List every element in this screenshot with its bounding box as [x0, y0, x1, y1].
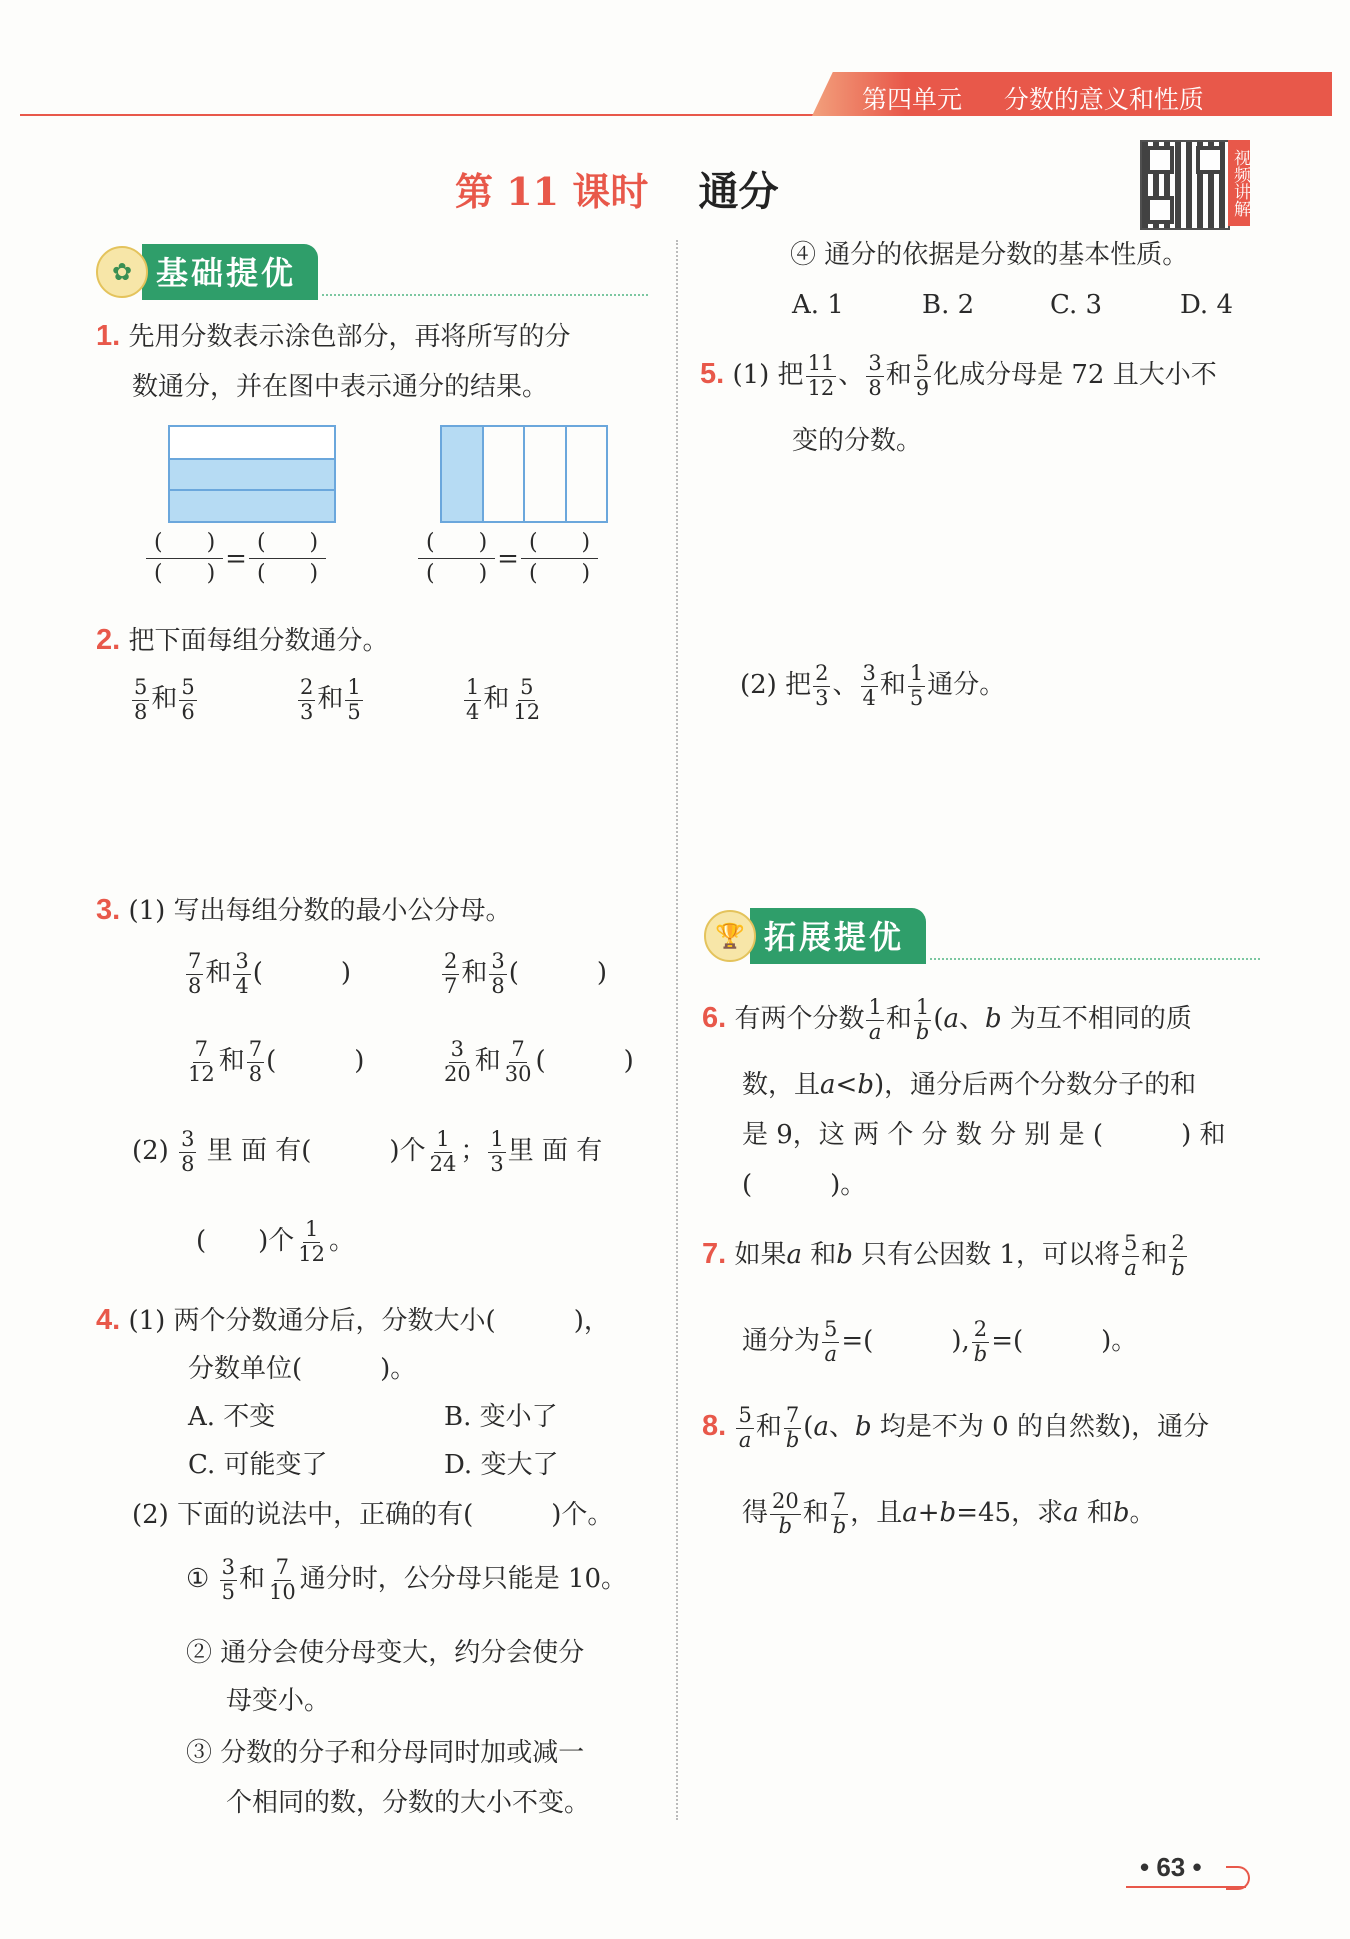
q3-part1: (1) 写出每组分数的最小公分母。 — [128, 896, 512, 926]
figure-vertical-bars — [440, 425, 608, 523]
q8-line2: 得 $\frac{20}{b}$ 和 $\frac{7}{b}$ ，且a+b=45，求a 和b。 — [742, 1489, 1156, 1538]
q7-number: 7. — [702, 1238, 727, 1271]
q8-line1: 8. $\frac{5}{a}$ 和 $\frac{7}{b}$ (a、b 均是不为 0 的自然数)，通分 — [702, 1403, 1210, 1452]
q4-option-a[interactable]: A. 不变 — [188, 1402, 276, 1432]
q2-text: 把下面每组分数通分。 — [128, 626, 389, 656]
q4-number: 4. — [96, 1304, 121, 1336]
q4-statement-2a: ② 通分会使分母变大，约分会使分 — [186, 1638, 585, 1668]
q3-group-1: $\frac{7}{8}$ 和 $\frac{3}{4}$ ( ) — [188, 949, 352, 998]
q5-line1: 5. (1) 把 $\frac{11}{12}$ 、 $\frac{3}{8}$ 和 $\frac{5}{9}$ 化成分母是 72 且大小不 — [700, 351, 1217, 400]
q4-line1 — [96, 1306, 610, 1335]
q3-part2-line2: ( )个 $\frac{1}{12}$ 。 — [196, 1217, 356, 1266]
page-number: • 63 • — [1140, 1852, 1202, 1882]
q2-group-1: $\frac{5}{8}$ 和 $\frac{5}{6}$ — [134, 675, 195, 724]
figure-horizontal-bars — [168, 425, 336, 523]
q4-part1: (1) 两个分数通分后，分数大小( )， — [128, 1306, 610, 1336]
q4-line2: 分数单位( )。 — [188, 1354, 417, 1384]
q5-line2: 变的分数。 — [792, 426, 923, 456]
q1-text1: 先用分数表示涂色部分，再将所写的分 — [128, 322, 571, 352]
q6-number: 6. — [702, 1002, 727, 1035]
q4-statement-1: ① $\frac{3}{5}$ 和 $\frac{7}{10}$ 通分时，公分母只能是 10。 — [186, 1555, 628, 1604]
lesson-topic: 通分 — [698, 168, 779, 215]
q2-group-2: $\frac{2}{3}$ 和 $\frac{1}{5}$ — [300, 675, 361, 724]
q5-number: 5. — [700, 358, 725, 391]
trophy-icon: 🏆 — [704, 910, 756, 962]
qr-caption-text: 视频讲解 — [1230, 149, 1250, 217]
gear-leaf-icon: ✿ — [96, 246, 148, 298]
q3-number: 3. — [96, 894, 121, 926]
q1-answer-right — [418, 532, 598, 585]
blank-fraction[interactable]: $\frac{( )}{( )}$ — [249, 532, 326, 585]
lesson-title — [455, 160, 779, 217]
blank-fraction[interactable]: $\frac{( )}{( )}$ — [418, 532, 495, 585]
lesson-number: 第 11 课时 — [455, 169, 649, 214]
q3-line — [96, 896, 512, 925]
qr-caption — [1228, 140, 1250, 226]
q1-line2: 数通分，并在图中表示通分的结果。 — [132, 372, 549, 402]
q1-number: 1. — [96, 320, 121, 352]
header-unit-title: 分数的意义和性质 — [1003, 85, 1204, 114]
section-extend — [704, 908, 1260, 964]
q6-line4: ( )。 — [742, 1170, 867, 1200]
section-basic-label: 基础提优 — [142, 244, 318, 300]
q2-group-3: $\frac{1}{4}$ 和 $\frac{5}{12}$ — [466, 675, 541, 724]
q1-line1 — [96, 322, 570, 351]
q7-line2: 通分为 $\frac{5}{a}$ =( ), $\frac{2}{b}$ =( )。 — [742, 1317, 1138, 1366]
header-unit-label: 第四单元 — [862, 85, 963, 114]
q4-opt2-c[interactable]: C. 3 — [1050, 290, 1103, 320]
q3-group-3: $\frac{7}{12}$ 和 $\frac{7}{8}$ ( ) — [188, 1037, 365, 1086]
header-unit — [862, 80, 1204, 116]
q8-number: 8. — [702, 1410, 727, 1443]
q1-answer-left — [146, 532, 326, 585]
equals-sign: = — [497, 543, 519, 574]
q4-opt2-b[interactable]: B. 2 — [922, 290, 975, 320]
q2-line — [96, 626, 388, 655]
blank-fraction[interactable]: $\frac{( )}{( )}$ — [146, 532, 223, 585]
q6-line3: 是 9，这 两 个 分 数 分 别 是 ( ) 和 — [742, 1120, 1226, 1150]
q3-group-2: $\frac{2}{7}$ 和 $\frac{3}{8}$ ( ) — [444, 949, 608, 998]
qr-code[interactable] — [1140, 140, 1230, 230]
q6-line2: 数，且a<b)，通分后两个分数分子的和 — [742, 1070, 1197, 1100]
equals-sign: = — [225, 543, 247, 574]
blank-fraction[interactable]: $\frac{( )}{( )}$ — [521, 532, 598, 585]
q4-option-c[interactable]: C. 可能变了 — [188, 1450, 328, 1480]
q4-statement-4: ④ 通分的依据是分数的基本性质。 — [790, 240, 1189, 270]
q4-option-d[interactable]: D. 变大了 — [444, 1450, 559, 1480]
q3-group-4: $\frac{3}{20}$ 和 $\frac{7}{30}$ ( ) — [444, 1037, 634, 1086]
section-extend-dots — [930, 958, 1260, 960]
q4-opt2-d[interactable]: D. 4 — [1180, 290, 1233, 320]
q2-number: 2. — [96, 624, 121, 656]
page-curl-icon — [1226, 1866, 1250, 1890]
q4-part2: (2) 下面的说法中，正确的有( )个。 — [132, 1500, 614, 1530]
section-basic — [96, 244, 648, 300]
q4-statement-2b: 母变小。 — [226, 1686, 331, 1716]
q4-opt2-a[interactable]: A. 1 — [792, 290, 844, 320]
q3-part2: (2) $\frac{3}{8}$ 里 面 有( )个 $\frac{1}{24}$ ； $\frac{1}{3}$ 里 面 有 — [132, 1127, 603, 1176]
section-basic-dots — [322, 294, 648, 296]
q7-line1: 7. 如果a 和b 只有公因数 1，可以将 $\frac{5}{a}$ 和 $\frac{2}{b}$ — [702, 1231, 1185, 1280]
q4-option-b[interactable]: B. 变小了 — [444, 1402, 558, 1432]
column-divider — [676, 240, 678, 1820]
q4-statement-3b: 个相同的数，分数的大小不变。 — [226, 1788, 591, 1818]
q5-part2: (2) 把 $\frac{2}{3}$ 、 $\frac{3}{4}$ 和 $\frac{1}{5}$ 通分。 — [740, 661, 1006, 710]
q6-line1: 6. 有两个分数 $\frac{1}{a}$ 和 $\frac{1}{b}$ (a、b 为互不相同的质 — [702, 995, 1192, 1044]
section-extend-label: 拓展提优 — [750, 908, 926, 964]
q4-statement-3a: ③ 分数的分子和分母同时加或减一 — [186, 1738, 585, 1768]
